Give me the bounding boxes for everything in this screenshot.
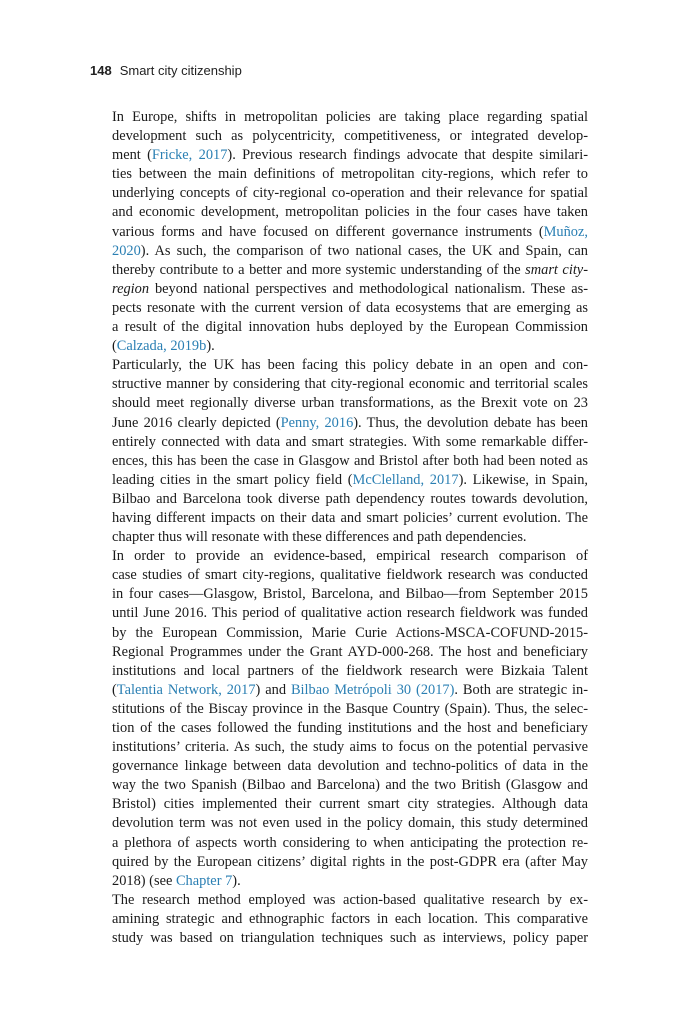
line: June 2016 clearly depicted (Penny, 2016). Thus, the devolution debate has been bbox=[112, 414, 588, 431]
line: underlying concepts of city-regional co-operation and their relevance for spatial bbox=[112, 185, 588, 202]
chapter-link[interactable]: Chapter 7 bbox=[175, 872, 233, 889]
line: structive manner by considering that city-regional economic and territorial scales bbox=[112, 376, 588, 393]
paragraph-3 bbox=[90, 547, 588, 891]
line: leading cities in the smart policy field (McClelland, 2017). Likewise, in Spain, bbox=[112, 471, 588, 488]
line: by the European Commission, Marie Curie Actions-MSCA-COFUND-2015- bbox=[112, 624, 588, 641]
line: devolution term was not even used in the policy domain, this study determined bbox=[112, 815, 588, 832]
line: In order to provide an evidence-based, empirical research comparison of bbox=[112, 548, 588, 565]
line: governance linkage between data devolution and techno-politics of data in the bbox=[112, 758, 588, 775]
line: ment (Fricke, 2017). Previous research findings advocate that despite similari- bbox=[112, 147, 588, 164]
line: having different impacts on their data and smart policies’ current evolution. The bbox=[112, 509, 588, 526]
line: 2020). As such, the comparison of two national cases, the UK and Spain, can bbox=[112, 242, 588, 259]
line: (Talentia Network, 2017) and Bilbao Metrópoli 30 (2017). Both are strategic in- bbox=[112, 681, 588, 698]
line: Regional Programmes under the Grant AYD-000-268. The host and beneficiary bbox=[112, 643, 588, 660]
line: a plethora of aspects worth considering to when anticipating the protection re- bbox=[112, 834, 588, 851]
line: pects resonate with the current version of data ecosystems that are emerging as bbox=[112, 299, 588, 316]
line: In Europe, shifts in metropolitan policies are taking place regarding spatial bbox=[112, 109, 588, 125]
line: Bristol) cities implemented their current smart city strategies. Although data bbox=[112, 796, 588, 813]
citation-link[interactable]: Bilbao Metrópoli 30 (2017) bbox=[290, 681, 455, 698]
paragraph-4 bbox=[90, 891, 588, 948]
running-title: Smart city citizenship bbox=[119, 63, 242, 78]
line: amining strategic and ethnographic factors in each location. This comparative bbox=[112, 910, 588, 927]
line: case studies of smart city-regions, qualitative fieldwork research was conducted bbox=[112, 567, 588, 584]
citation-link[interactable]: 2020 bbox=[112, 242, 141, 259]
citation-link[interactable]: Penny, 2016 bbox=[280, 414, 354, 431]
line: region beyond national perspectives and methodological nationalism. These as- bbox=[112, 280, 588, 297]
line: tion of the cases followed the funding institutions and the host and beneficiary bbox=[112, 720, 588, 736]
line: development such as polycentricity, competitiveness, or integrated develop- bbox=[112, 128, 588, 145]
line: institutions’ criteria. As such, the study aims to focus on the potential pervasive bbox=[112, 739, 588, 756]
citation-link[interactable]: McClelland, 2017 bbox=[352, 471, 459, 488]
line: (Calzada, 2019b). bbox=[112, 338, 215, 355]
line: quired by the European citizens’ digital rights in the post-GDPR era (after May bbox=[112, 853, 588, 870]
body-text bbox=[90, 108, 588, 948]
paragraph-1 bbox=[90, 108, 588, 356]
line: ences, this has been the case in Glasgow and Bristol after both had been noted as bbox=[112, 452, 588, 469]
page-number: 148 bbox=[90, 63, 112, 78]
line: a result of the digital innovation hubs deployed by the European Commission bbox=[112, 319, 588, 336]
line: until June 2016. This period of qualitative action research fieldwork was funded bbox=[112, 605, 588, 622]
line: study was based on triangulation techniques such as interviews, policy paper bbox=[112, 930, 588, 947]
emphasis: smart city- bbox=[525, 261, 588, 278]
paragraph-2 bbox=[90, 356, 588, 547]
line: in four cases—Glasgow, Bristol, Barcelona, and Bilbao—from September 2015 bbox=[112, 586, 588, 603]
line: entirely connected with data and smart strategies. With some remarkable differ- bbox=[112, 433, 588, 450]
line: ties between the main definitions of metropolitan city-regions, which refer to bbox=[112, 166, 588, 183]
line: Bilbao and Barcelona took diverse path dependency routes towards devolution, bbox=[112, 490, 588, 507]
line: should meet regionally diverse urban transformations, as the Brexit vote on 23 bbox=[112, 395, 588, 412]
line: 2018) (see Chapter 7). bbox=[112, 872, 241, 889]
citation-link[interactable]: Calzada, 2019b bbox=[116, 338, 207, 355]
citation-link[interactable]: Muñoz, bbox=[543, 223, 588, 240]
line: way the two Spanish (Bilbao and Barcelona) and the two British (Glasgow and bbox=[112, 777, 588, 794]
line: various forms and have focused on different governance instruments (Muñoz, bbox=[112, 223, 588, 240]
line: and economic development, metropolitan policies in the four cases have taken bbox=[112, 204, 588, 221]
emphasis: region bbox=[112, 280, 150, 297]
line: thereby contribute to a better and more systemic understanding of the smart city- bbox=[112, 261, 588, 278]
line: Particularly, the UK has been facing this policy debate in an open and con- bbox=[112, 357, 588, 374]
citation-link[interactable]: Talentia Network, 2017 bbox=[116, 681, 256, 698]
line: The research method employed was action-based qualitative research by ex- bbox=[112, 891, 588, 908]
running-head bbox=[90, 63, 242, 78]
line: stitutions of the Biscay province in the Basque Country (Spain). Thus, the selec- bbox=[112, 700, 588, 717]
line: institutions and local partners of the fieldwork research were Bizkaia Talent bbox=[112, 662, 588, 679]
line: chapter thus will resonate with these differences and path dependencies. bbox=[112, 529, 527, 546]
citation-link[interactable]: Fricke, 2017 bbox=[151, 147, 228, 164]
